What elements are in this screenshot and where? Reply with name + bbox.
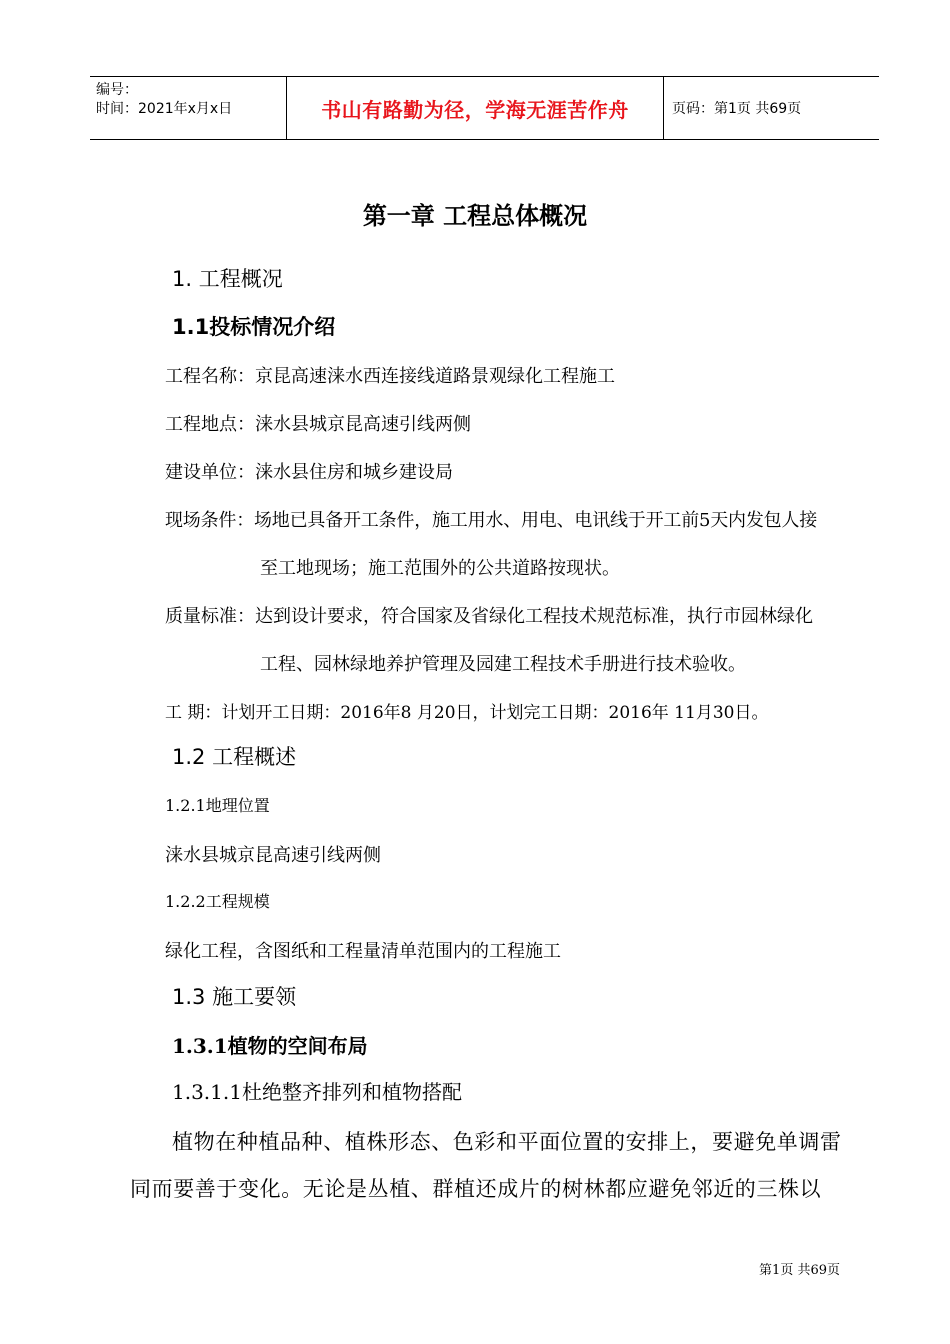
scale-text: 绿化工程，含图纸和工程量清单范围内的工程施工 <box>165 941 561 962</box>
section-heading-1: 1. 工程概况 <box>172 267 283 291</box>
section-heading-1-1: 1.1投标情况介绍 <box>172 315 336 339</box>
builder-line: 建设单位：涞水县住房和城乡建设局 <box>165 462 453 483</box>
chapter-title: 第一章 工程总体概况 <box>362 202 588 230</box>
quality-standard-line-1: 质量标准：达到设计要求，符合国家及省绿化工程技术规范标准，执行市园林绿化 <box>165 606 813 627</box>
body-paragraph-line-1: 植物在种植品种、植株形态、色彩和平面位置的安排上，要避免单调雷 <box>172 1130 842 1154</box>
location-text: 涞水县城京昆高速引线两侧 <box>165 845 381 866</box>
header-page-info: 页码：第1页 共69页 <box>672 101 802 117</box>
page-footer: 第1页 共69页 <box>759 1263 840 1278</box>
site-condition-line-2: 至工地现场；施工范围外的公共道路按现状。 <box>260 558 620 579</box>
section-heading-1-2: 1.2 工程概述 <box>172 745 297 769</box>
subsection-1-3-1: 1.3.1植物的空间布局 <box>172 1034 368 1058</box>
quality-standard-line-2: 工程、园林绿地养护管理及园建工程技术手册进行技术验收。 <box>260 654 746 675</box>
document-time-label: 时间：2021年x月x日 <box>96 101 233 117</box>
page-header <box>90 76 879 140</box>
header-motto-cell <box>286 77 664 139</box>
project-name-line: 工程名称：京昆高速涞水西连接线道路景观绿化工程施工 <box>165 366 615 387</box>
subsection-1-3-1-1: 1.3.1.1杜绝整齐排列和植物搭配 <box>172 1080 462 1104</box>
body-paragraph-line-2: 同而要善于变化。无论是丛植、群植还成片的树林都应避免邻近的三株以 <box>130 1177 822 1201</box>
section-heading-1-3: 1.3 施工要领 <box>172 985 297 1009</box>
document-number-label: 编号： <box>96 82 138 98</box>
header-meta <box>96 81 276 119</box>
project-location-line: 工程地点：涞水县城京昆高速引线两侧 <box>165 414 471 435</box>
subsection-1-2-2: 1.2.2工程规模 <box>165 892 270 911</box>
subsection-1-2-1: 1.2.1地理位置 <box>165 796 270 815</box>
header-motto: 书山有路勤为径，学海无涯苦作舟 <box>321 97 629 122</box>
site-condition-line-1: 现场条件：场地已具备开工条件，施工用水、用电、电讯线于开工前5天内发包人接 <box>165 510 818 531</box>
construction-period-line: 工 期：计划开工日期：2016年8 月20日，计划完工日期：2016年 11月30日。 <box>165 703 769 723</box>
